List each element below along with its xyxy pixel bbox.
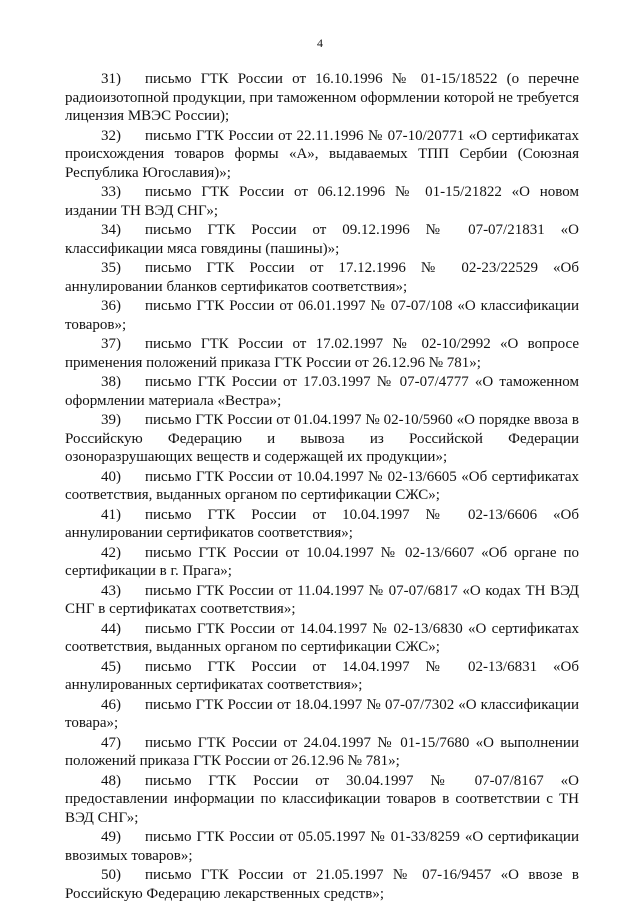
list-item [65,468,579,505]
item-number: 32) [101,127,121,144]
item-text: письмо ГТК России от 17.12.1996 № 02-23/22529 «Об аннулировании бланков сертификатов соответствия»; [65,260,579,295]
item-text: письмо ГТК России от 05.05.1997 № 01-33/8259 «О сертификации ввозимых товаров»; [65,829,579,864]
item-number: 42) [101,544,121,561]
list-item [65,373,579,410]
item-text: письмо ГТК России от 09.12.1996 № 07-07/21831 «О классификации мяса говядины (пашины)»; [65,222,579,257]
item-number: 47) [101,734,121,751]
list-item [65,866,579,903]
item-text: письмо ГТК России от 14.04.1997 № 02-13/6831 «Об аннулированных сертификатах соответствия»; [65,658,579,693]
item-text: письмо ГТК России от 06.01.1997 № 07-07/108 «О классификации товаров»; [65,298,579,333]
list-item [65,335,579,372]
list-item [65,658,579,695]
list-item [65,259,579,296]
item-text: письмо ГТК России от 10.04.1997 № 02-13/6607 «Об органе по сертификации в г. Прага»; [65,544,579,579]
item-number: 48) [101,772,121,789]
item-text: письмо ГТК России от 24.04.1997 № 01-15/7680 «О выполнении положений приказа ГТК России от 26.12.96 № 781»; [65,734,579,769]
item-text: письмо ГТК России от 11.04.1997 № 07-07/6817 «О кодах ТН ВЭД СНГ в сертификатах соответствия»; [65,582,579,617]
list-item [65,411,579,467]
item-number: 34) [101,222,121,238]
list-item [65,734,579,771]
item-number: 38) [101,374,121,390]
page-number: 4 [317,36,323,50]
item-number: 45) [101,658,121,675]
item-text: письмо ГТК России от 10.04.1997 № 02-13/6606 «Об аннулировании сертификатов соответствия»; [65,506,579,541]
item-text: письмо ГТК России от 06.12.1996 № 01-15/21822 «О новом издании ТН ВЭД СНГ»; [65,184,579,219]
item-number: 41) [101,506,121,523]
item-number: 37) [101,336,121,352]
list-item [65,620,579,657]
item-number: 36) [101,298,121,314]
item-text: письмо ГТК России от 21.05.1997 № 07-16/9457 «О ввозе в Российскую Федерацию лекарственных средств»; [65,867,579,902]
list-item [65,127,579,183]
letters-list [65,70,579,904]
list-item [65,696,579,733]
list-item [65,183,579,220]
item-text: письмо ГТК России от 14.04.1997 № 02-13/6830 «О сертификатах соответствия, выданных органом по сертификации СЖС»; [65,620,579,655]
item-number: 40) [101,468,121,485]
item-text: письмо ГТК России от 22.11.1996 № 07-10/20771 «О сертификатах происхождения товаров формы «А», выдаваемых ТПП Сербии (Союзная Республика Югославия)»; [65,127,579,181]
item-text: письмо ГТК России от 16.10.1996 № 01-15/18522 (о перечне радиоизотопной продукции, при таможенном оформлении которой не требуется лицензия МВЭС России); [65,71,579,124]
list-item [65,221,579,258]
item-number: 35) [101,260,121,276]
item-text: письмо ГТК России от 10.04.1997 № 02-13/6605 «Об сертификатах соответствия, выданных органом по сертификации СЖС»; [65,468,579,503]
item-number: 49) [101,829,121,845]
item-text: письмо ГТК России от 17.03.1997 № 07-07/4777 «О таможенном оформлении материала «Вестра»; [65,374,579,409]
item-number: 31) [101,71,121,87]
item-number: 50) [101,867,121,883]
list-item [65,772,579,828]
item-text: письмо ГТК России от 01.04.1997 № 02-10/5960 «О порядке ввоза в Российскую Федерацию и вывоза из Российской Федерации озоноразрушающих веществ и содержащей их продукции»; [65,412,579,465]
list-item [65,582,579,619]
list-item [65,70,579,126]
item-text: письмо ГТК России от 30.04.1997 № 07-07/8167 «О предоставлении информации по классификации товаров в соответствии с ТН ВЭД СНГ»; [65,772,579,826]
item-number: 39) [101,412,121,428]
item-number: 44) [101,620,121,637]
list-item [65,828,579,865]
list-item [65,544,579,581]
item-text: письмо ГТК России от 17.02.1997 № 02-10/2992 «О вопросе применения положений приказа ГТК России от 26.12.96 № 781»; [65,336,579,371]
item-text: письмо ГТК России от 18.04.1997 № 07-07/7302 «О классификации товара»; [65,696,579,731]
list-item [65,297,579,334]
list-item [65,506,579,543]
item-number: 43) [101,582,121,599]
item-number: 46) [101,696,121,713]
item-number: 33) [101,184,121,200]
